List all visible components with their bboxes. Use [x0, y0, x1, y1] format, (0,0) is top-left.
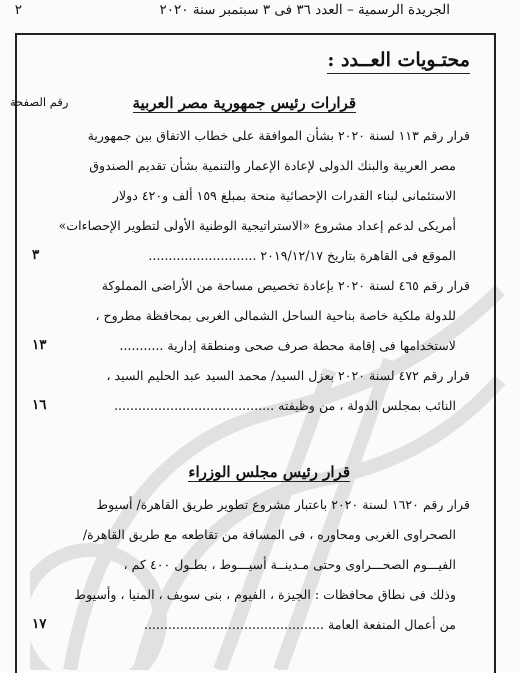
entry-line: وذلك فى نطاق محافظات : الجيزة ، الفيوم ، بنى سويف ، المنيا ، وأسيوط — [74, 587, 456, 602]
entry-line: أمريكى لدعم إعداد مشروع «الاستراتيجية الوطنية الأولى لتطوير الإحصاءات» — [58, 218, 456, 233]
entry-line: الموقع فى القاهرة بتاريخ ٢٠١٩/١٢/١٧ ........................... — [148, 248, 456, 263]
entry-page-number: ١٦ — [32, 397, 47, 413]
entry-line: مصر العربية والبنك الدولى لإعادة الإعمار والتنمية بشأن تقديم الصندوق — [89, 158, 456, 173]
gazette-header-title: الجريدة الرسمية – العدد ٣٦ فى ٣ سبتمبر سنة ٢٠٢٠ — [159, 2, 450, 18]
entry-line: لاستخدامها فى إقامة محطة صرف صحى ومنطقة إدارية ........... — [119, 338, 456, 353]
section-prime-minister-decree-title: قرار رئيس مجلس الوزراء — [188, 463, 350, 481]
entry-page-number: ١٧ — [32, 616, 47, 632]
entry-line: الاستئمانى لبناء القدرات الإحصائية منحة بمبلغ ١٥٩ ألف و٤٢٠ دولار — [112, 188, 456, 203]
entry-line: قرار رقم ٤٦٥ لسنة ٢٠٢٠ بإعادة تخصيص مساحة من الأراضى المملوكة — [101, 278, 470, 293]
header-page-number: ٢ — [14, 2, 22, 18]
entry-line: قرار رقم ١١٣ لسنة ٢٠٢٠ بشأن الموافقة على خطاب الاتفاق بين جمهورية — [87, 128, 470, 143]
entry-line: قرار رقم ٤٧٢ لسنة ٢٠٢٠ بعزل السيد/ محمد السيد عبد الحليم السيد ، — [106, 368, 470, 383]
page-column-label: رقم الصفحة — [10, 95, 69, 109]
entry-line: للدولة ملكية خاصة بناحية الساحل الشمالى الغربى بمحافظة مطروح ، — [95, 308, 456, 323]
section-presidential-decrees-title: قرارات رئيس جمهورية مصر العربية — [132, 94, 356, 112]
entry-line: من أعمال المنفعة العامة ............................................. — [143, 617, 456, 632]
page-header — [0, 0, 520, 24]
contents-title: محتـويات العــدد : — [327, 49, 470, 74]
entry-line: قرار رقم ١٦٢٠ لسنة ٢٠٢٠ باعتبار مشروع تطوير طريق القاهرة/ أسيوط — [96, 497, 470, 512]
entry-page-number: ١٣ — [32, 337, 47, 353]
entry-page-number: ٣ — [32, 247, 40, 263]
entry-line: الفيـــوم الصحـــراوى وحتى مـدينــة أسيـــوط ، بطـول ٤٠٠ كم ، — [123, 557, 456, 572]
entry-line: الصحراوى الغربى ومحاوره ، فى المسافة من تقاطعه مع طريق القاهرة/ — [82, 527, 456, 542]
entry-line: النائب بمجلس الدولة ، من وظيفته ........................................ — [114, 398, 456, 413]
